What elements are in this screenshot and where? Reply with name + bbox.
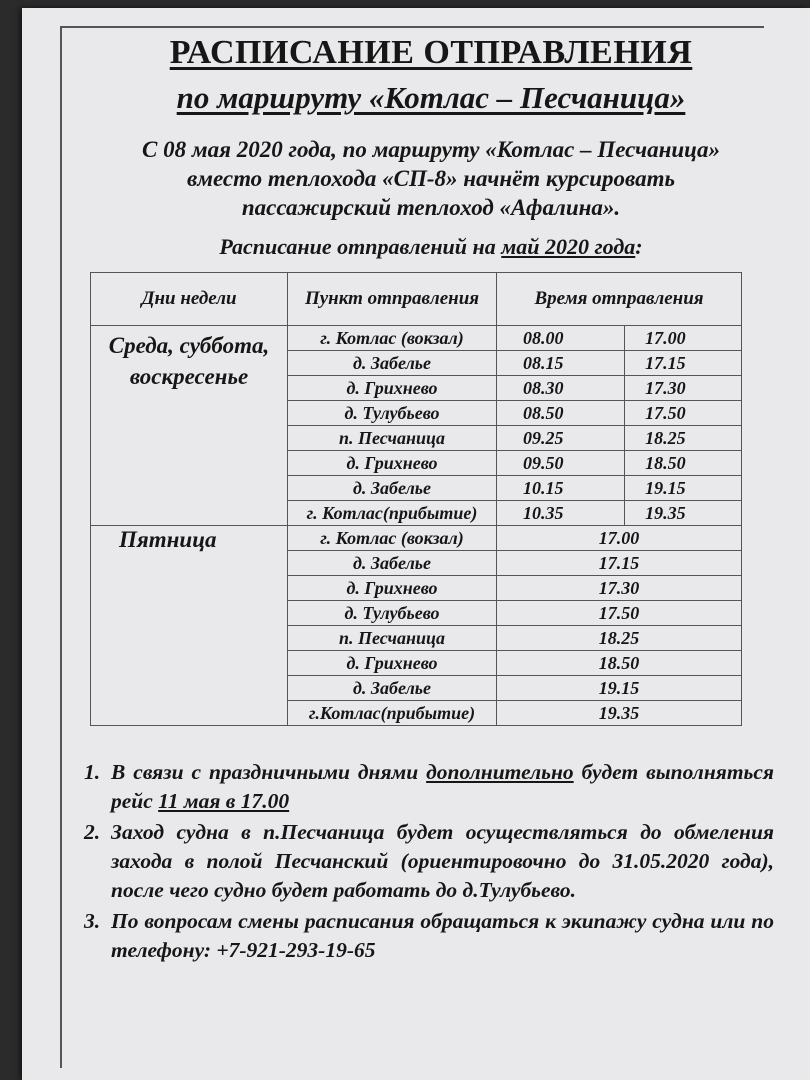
schedule-table: [90, 272, 742, 726]
intro-line: вместо теплохода «СП-8» начнёт курсировать: [186, 166, 676, 191]
departure-point: п. Песчаница: [288, 626, 497, 651]
note-text: В связи с праздничными днями: [111, 760, 427, 784]
schedule-subheading: [80, 234, 782, 260]
subhead-suffix: :: [635, 234, 643, 259]
note-emphasis: дополнительно: [426, 760, 574, 784]
intro-line: пассажирский теплоход «Афалина».: [241, 195, 621, 220]
departure-time-evening: 17.15: [625, 351, 742, 376]
departure-point: г. Котлас (вокзал): [288, 526, 497, 551]
note-number: 2.: [84, 820, 101, 844]
subhead-prefix: Расписание отправлений на: [219, 234, 502, 259]
notes-list: [84, 758, 774, 967]
departure-time-evening: 18.25: [625, 426, 742, 451]
departure-time-evening: 17.00: [625, 326, 742, 351]
page-title: РАСПИСАНИЕ ОТПРАВЛЕНИЯ: [169, 34, 693, 71]
route-title: по маршруту «Котлас – Песчаница»: [176, 80, 686, 115]
header-point: Пункт отправления: [288, 273, 497, 326]
departure-point: д. Забелье: [288, 476, 497, 501]
group-friday: [91, 526, 742, 726]
departure-point: д. Тулубьево: [288, 401, 497, 426]
header-time: Время отправления: [497, 273, 742, 326]
departure-time: 17.00: [497, 526, 742, 551]
departure-point: д. Грихнево: [288, 651, 497, 676]
note-item: [84, 818, 774, 905]
note-text: Заход судна в п.Песчаница будет осуществляться до обмеления захода в полой Песчанский (ориентировочно до 31.05.2020 года), после чего судно будет работать до д.Тулубьево.: [111, 820, 774, 902]
table-row: [91, 526, 742, 551]
departure-time-evening: 18.50: [625, 451, 742, 476]
intro-line: С 08 мая 2020 года, по маршруту «Котлас – Песчаница»: [142, 137, 720, 162]
departure-time: 17.15: [497, 551, 742, 576]
departure-point: д. Грихнево: [288, 451, 497, 476]
departure-point: д. Забелье: [288, 551, 497, 576]
departure-time-morning: 08.00: [497, 326, 625, 351]
departure-time-evening: 19.15: [625, 476, 742, 501]
departure-time-evening: 19.35: [625, 501, 742, 526]
note-text: будет выполняться рейс: [111, 760, 775, 813]
departure-time: 18.50: [497, 651, 742, 676]
group-wed-sat-sun: [91, 326, 742, 526]
departure-time: 17.30: [497, 576, 742, 601]
departure-point: г. Котлас (вокзал): [288, 326, 497, 351]
departure-point: г. Котлас(прибытие): [288, 501, 497, 526]
note-item: [84, 758, 774, 816]
departure-time-morning: 08.50: [497, 401, 625, 426]
table-row: [91, 326, 742, 351]
note-number: 3.: [84, 909, 101, 933]
departure-point: п. Песчаница: [288, 426, 497, 451]
note-text: По вопросам смены расписания обращаться к экипажу судна или по телефону: +7-921-293-19-65: [111, 909, 774, 962]
departure-time-evening: 17.30: [625, 376, 742, 401]
departure-time: 17.50: [497, 601, 742, 626]
departure-time-morning: 09.25: [497, 426, 625, 451]
departure-time: 18.25: [497, 626, 742, 651]
table-header-row: [91, 273, 742, 326]
departure-point: г.Котлас(прибытие): [288, 701, 497, 726]
departure-time-morning: 10.35: [497, 501, 625, 526]
days-cell: Пятница: [91, 526, 288, 726]
departure-point: д. Грихнево: [288, 376, 497, 401]
departure-point: д. Грихнево: [288, 576, 497, 601]
departure-time-morning: 08.30: [497, 376, 625, 401]
departure-time-morning: 09.50: [497, 451, 625, 476]
departure-time-evening: 17.50: [625, 401, 742, 426]
days-cell: Среда, суббота, воскресенье: [91, 326, 288, 526]
subhead-month: май 2020 года: [501, 234, 636, 259]
note-item: [84, 907, 774, 965]
note-number: 1.: [84, 760, 101, 784]
note-emphasis: 11 мая в 17.00: [158, 789, 290, 813]
departure-time: 19.35: [497, 701, 742, 726]
departure-point: д. Забелье: [288, 351, 497, 376]
header-days: Дни недели: [91, 273, 288, 326]
departure-point: д. Забелье: [288, 676, 497, 701]
departure-time-morning: 08.15: [497, 351, 625, 376]
departure-point: д. Тулубьево: [288, 601, 497, 626]
departure-time: 19.15: [497, 676, 742, 701]
departure-time-morning: 10.15: [497, 476, 625, 501]
intro-text: [80, 135, 782, 222]
